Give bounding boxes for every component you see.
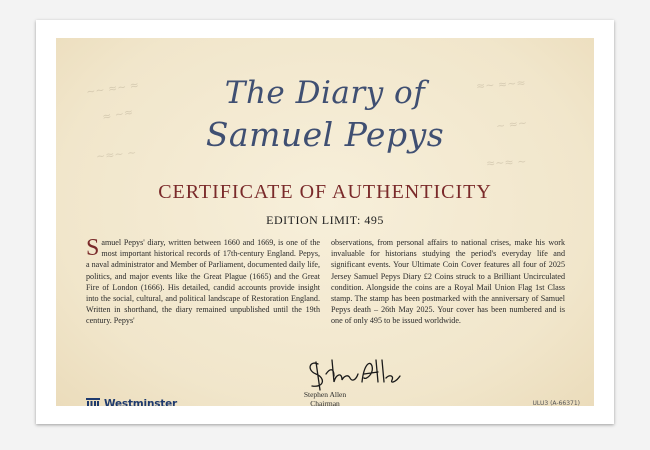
westminster-building-icon — [86, 398, 100, 407]
title-line-2: Samuel Pepys — [205, 115, 445, 154]
background-handwriting: ∼∼ ≈∼ ≈ — [85, 78, 140, 99]
reference-code: ULU3 (A-66371) — [532, 400, 580, 406]
brand-name: Westminster — [104, 398, 177, 406]
westminster-logo — [86, 397, 177, 406]
background-handwriting: ≈∼≈ ∼ — [485, 154, 527, 171]
title-line-1: The Diary of — [224, 75, 426, 111]
signer-role: Chairman — [310, 399, 340, 406]
body-text-left-content: amuel Pepys' diary, written between 1660 and 1669, is one of the most important historical records of 17th-century England. Pepys, a naval administrator and Member of Parliament, documented daily life, politics, and major events like the Great Plague (1665) and the Great Fire of London (1666). His detailed, candid accounts provide insight into the social, cultural, and political landscape of Restoration England. Written in shorthand, the diary remained unpublished until the 19th century. Pepys' — [86, 238, 320, 326]
certificate-card — [36, 20, 614, 424]
body-text-left — [86, 237, 320, 327]
background-handwriting: ∼≈∼ ∼ — [95, 145, 137, 164]
body-text-right: observations, from personal affairs to national crises, make his work invaluable for historians studying the period's everyday life and significant events. Your Ultimate Coin Cover features all four of 2025 Jersey Samuel Pepys Diary £2 Coins struck to a Brilliant Uncirculated condition. Alongside the coins are a Royal Mail Union Flag 1st Class stamp. The stamp has been postmarked with the anniversary of Samuel Pepys death – 26th May 2025. Your cover has been numbered and is one of only 495 to be issued worldwide. — [331, 238, 565, 326]
drop-cap: S — [86, 235, 100, 261]
background-handwriting: ≈ ∼≈ — [101, 105, 135, 124]
signer-name: Stephen Allen — [303, 390, 347, 399]
signature-image — [304, 356, 404, 392]
edition-limit: EDITION LIMIT: 495 — [266, 213, 384, 227]
background-handwriting: ≈∼ ≈∼≈ — [475, 76, 526, 93]
certificate-paper — [56, 38, 594, 406]
certificate-heading: CERTIFICATE OF AUTHENTICITY — [158, 181, 492, 203]
background-handwriting: ∼ ≈∼ — [495, 116, 528, 133]
